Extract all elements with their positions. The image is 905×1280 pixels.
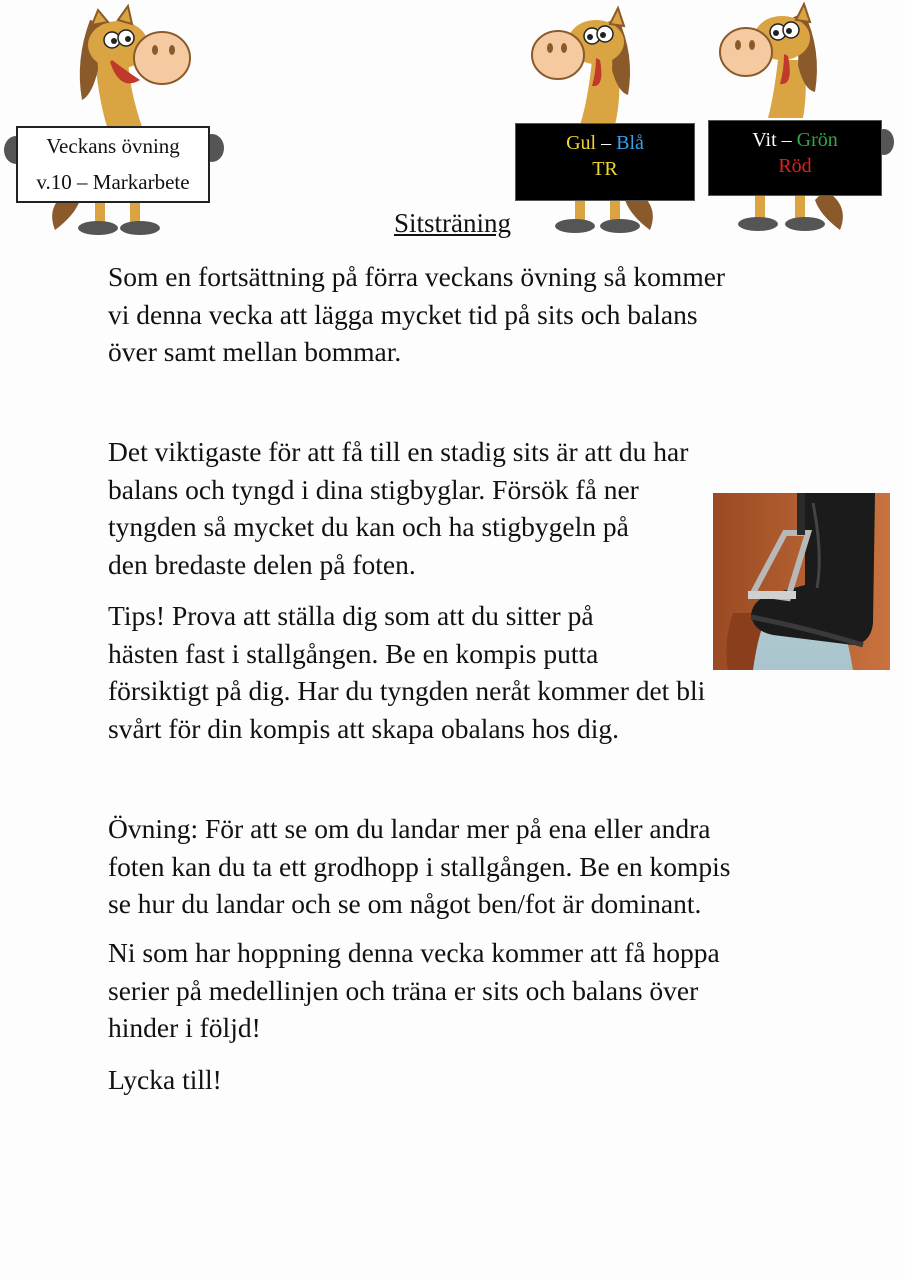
text-line: tyngden så mycket du kan och ha stigbygeln på — [108, 511, 629, 542]
text-line: svårt för din kompis att skapa obalans hos dig. — [108, 712, 619, 744]
text-line: balans och tyngd i dina stigbyglar. Försök få ner — [108, 473, 639, 505]
text-line: hinder i följd! — [108, 1012, 261, 1043]
text-line: serier på medellinjen och träna er sits och balans över — [108, 974, 699, 1006]
group-red: Röd — [778, 155, 812, 177]
text-line: den bredaste delen på foten. — [108, 548, 416, 580]
text-line: foten kan du ta ett grodhopp i stallgången. Be en kompis — [108, 850, 731, 882]
paragraph-goodluck — [108, 1061, 222, 1099]
text-line: Tips! Prova att ställa dig som att du sitter på — [108, 600, 594, 631]
text-line: Som en fortsättning på förra veckans övning så kommer — [108, 261, 726, 292]
sign-line-2: v.10 – Markarbete — [36, 170, 190, 194]
page-title: Sitsträning — [393, 208, 511, 238]
text-line: Övning: För att se om du landar mer på ena eller andra — [108, 813, 711, 844]
paragraph-exercise — [108, 810, 730, 923]
group-green: Grön — [796, 129, 838, 151]
dash: – — [596, 132, 617, 154]
text-line: över samt mellan bommar. — [108, 336, 402, 367]
text-line: Lycka till! — [108, 1064, 222, 1095]
group-sign-white-green-red — [708, 120, 882, 196]
cartoon-horse-left-icon — [0, 0, 240, 240]
text-line: vi denna vecka att lägga mycket tid på sits och balans — [108, 298, 698, 330]
group-yellow: Gul — [566, 132, 597, 154]
paragraph-jumping — [108, 934, 720, 1047]
sign-line-1: Veckans övning — [46, 134, 180, 158]
text-line: försiktigt på dig. Har du tyngden neråt kommer det bli — [108, 675, 706, 706]
cartoon-horse-middle-icon — [500, 0, 710, 240]
text-line: Det viktigaste för att få till en stadig sits är att du har — [108, 436, 689, 467]
text-line: Ni som har hoppning denna vecka kommer att få hoppa — [108, 937, 720, 968]
sign-line-1 — [516, 130, 694, 156]
week-exercise-sign — [16, 126, 210, 203]
stirrup-boot-photo — [713, 493, 890, 670]
sign-line-1 — [709, 127, 881, 153]
text-line: hästen fast i stallgången. Be en kompis putta — [108, 637, 599, 669]
group-blue: Blå — [616, 132, 644, 154]
group-sign-yellow-blue — [515, 123, 695, 201]
paragraph-intro — [108, 258, 725, 371]
dash: – — [776, 129, 797, 151]
paragraph-balance — [108, 433, 688, 583]
text-line: se hur du landar och se om något ben/fot är dominant. — [108, 888, 702, 919]
group-white: Vit — [752, 129, 777, 151]
paragraph-tips — [108, 597, 705, 747]
group-tr: TR — [592, 158, 618, 180]
